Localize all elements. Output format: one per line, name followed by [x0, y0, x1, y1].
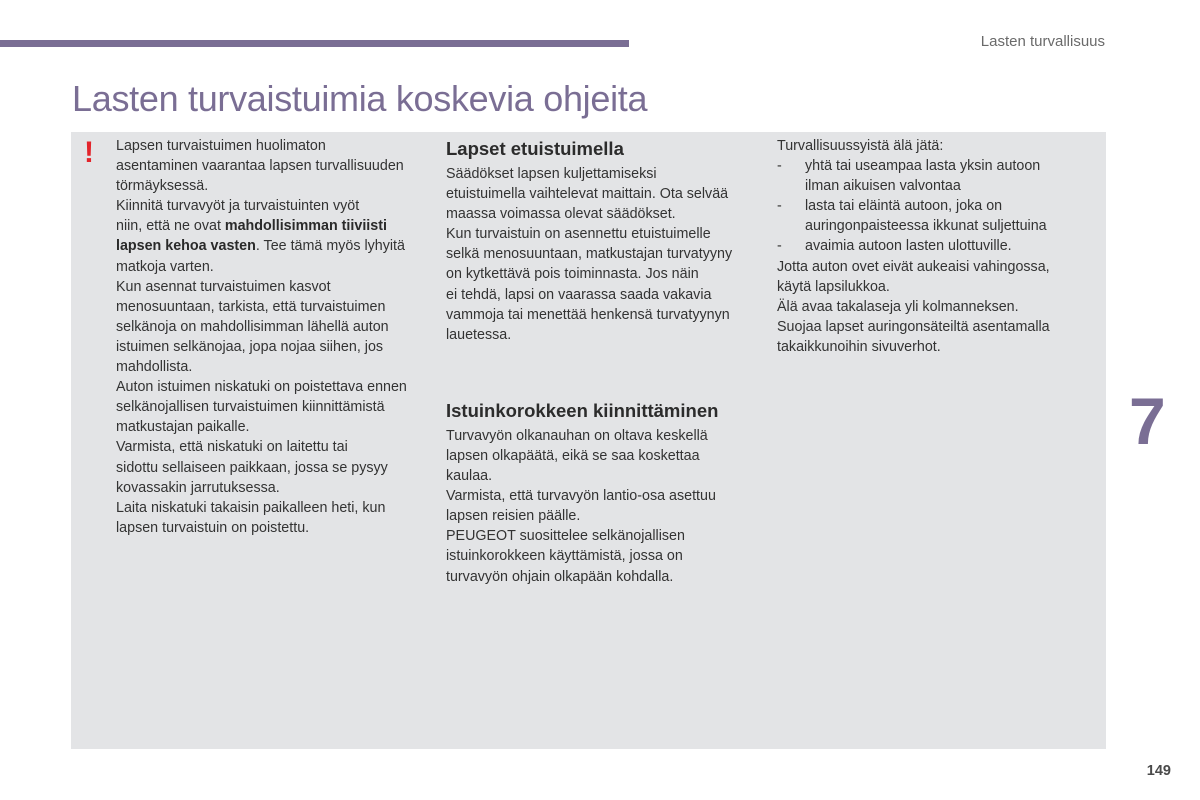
text-line: Auton istuimen niskatuki on poistettava ennen — [116, 379, 407, 396]
text-line: Turvavyön olkanauhan on oltava keskellä — [446, 427, 708, 444]
list-item — [777, 156, 1095, 196]
text-line: Kun turvaistuin on asennettu etuistuimelle — [446, 226, 711, 243]
text-line — [116, 216, 434, 236]
page-title: Lasten turvaistuimia koskevia ohjeita — [72, 78, 648, 119]
text-line: Varmista, että turvavyön lantio-osa asettuu — [446, 488, 716, 505]
text-line: yhtä tai useampaa lasta yksin autoon — [805, 158, 1041, 175]
text-line: ei tehdä, lapsi on vaarassa saada vakavia — [446, 286, 712, 303]
text-line: käytä lapsilukkoa. — [777, 278, 890, 295]
text-line: istuinkorokkeen käyttämistä, jossa on — [446, 548, 683, 565]
text-line: maassa voimassa olevat säädökset. — [446, 206, 676, 223]
text-line: selkänojallisen turvaistuimen kiinnittämistä — [116, 399, 385, 416]
text-fragment: niin, että ne ovat — [116, 218, 225, 235]
text-line: kaulaa. — [446, 468, 493, 485]
text-line: matkoja varten. — [116, 258, 214, 275]
page-number: 149 — [1146, 763, 1171, 779]
chapter-number: 7 — [1129, 384, 1166, 458]
text-line: Turvallisuussyistä älä jätä: — [777, 138, 944, 154]
text-line: mahdollista. — [116, 359, 193, 376]
text-line: lapsen reisien päälle. — [446, 508, 581, 525]
front-seat-column — [446, 136, 764, 587]
warning-column — [116, 136, 434, 538]
text-line: törmäyksessä. — [116, 178, 209, 195]
text-line: lauetessa. — [446, 326, 512, 343]
text-line: lapsen turvaistuin on poistettu. — [116, 519, 310, 536]
text-line: menosuuntaan, tarkista, että turvaistuimen — [116, 298, 386, 315]
list-item — [777, 196, 1095, 236]
header-accent-bar — [0, 40, 629, 47]
bold-text: mahdollisimman tiiviisti — [224, 218, 387, 235]
text-line: Säädökset lapsen kuljettamiseksi — [446, 166, 657, 182]
text-line: etuistuimella vaihtelevat maittain. Ota selvää — [446, 186, 729, 203]
text-line: on kytkettävä pois toiminnasta. Jos näin — [446, 266, 699, 283]
text-line: lapsen olkapäätä, eikä se saa koskettaa — [446, 447, 700, 464]
text-line: turvavyön ohjain olkapään kohdalla. — [446, 568, 674, 585]
list-item — [777, 236, 1095, 256]
text-line: Lapsen turvaistuimen huolimaton — [116, 138, 326, 154]
text-line: lasta tai eläintä autoon, joka on — [805, 198, 1003, 215]
section-heading-booster: Istuinkorokkeen kiinnittäminen — [446, 399, 719, 421]
text-line: Laita niskatuki takaisin paikalleen heti, kun — [116, 499, 386, 516]
text-line: vammoja tai menettää henkensä turvatyynyn — [446, 306, 730, 323]
text-line: takaikkunoihin sivuverhot. — [777, 338, 941, 355]
text-line: istuimen selkänojaa, jopa nojaa siihen, jos — [116, 338, 384, 355]
text-line — [116, 236, 434, 256]
dash-bullet: - — [777, 158, 782, 175]
dash-bullet: - — [777, 198, 782, 215]
text-line: Kiinnitä turvavyöt ja turvaistuinten vyöt — [116, 198, 360, 215]
text-line: Kun asennat turvaistuimen kasvot — [116, 278, 331, 295]
text-fragment: . Tee tämä myös lyhyitä — [255, 238, 405, 255]
text-line: Suojaa lapset auringonsäteiltä asentamalla — [777, 318, 1050, 335]
warning-icon: ! — [84, 136, 94, 169]
text-line: Jotta auton ovet eivät aukeaisi vahingossa, — [777, 258, 1050, 275]
text-line: ilman aikuisen valvontaa — [805, 178, 961, 195]
text-line: sidottu sellaiseen paikkaan, jossa se pysyy — [116, 459, 388, 476]
text-line: PEUGEOT suosittelee selkänojallisen — [446, 528, 685, 545]
text-line: Älä avaa takalaseja yli kolmanneksen. — [777, 298, 1019, 315]
section-heading-front-seat: Lapset etuistuimella — [446, 138, 624, 159]
section-label: Lasten turvallisuus — [980, 33, 1105, 50]
text-line: selkänoja on mahdollisimman lähellä auton — [116, 318, 389, 335]
text-line: selkä menosuuntaan, matkustajan turvatyyny — [446, 246, 733, 263]
dash-bullet: - — [777, 238, 782, 255]
text-line: Varmista, että niskatuki on laitettu tai — [116, 439, 348, 456]
safety-column — [777, 136, 1095, 357]
text-line: auringonpaisteessa ikkunat suljettuina — [805, 218, 1047, 235]
text-line: asentaminen vaarantaa lapsen turvallisuuden — [116, 158, 404, 175]
bold-text: lapsen kehoa vasten — [116, 238, 256, 255]
text-line: kovassakin jarrutuksessa. — [116, 479, 280, 496]
text-line: avaimia autoon lasten ulottuville. — [805, 238, 1012, 255]
text-line: matkustajan paikalle. — [116, 419, 250, 436]
